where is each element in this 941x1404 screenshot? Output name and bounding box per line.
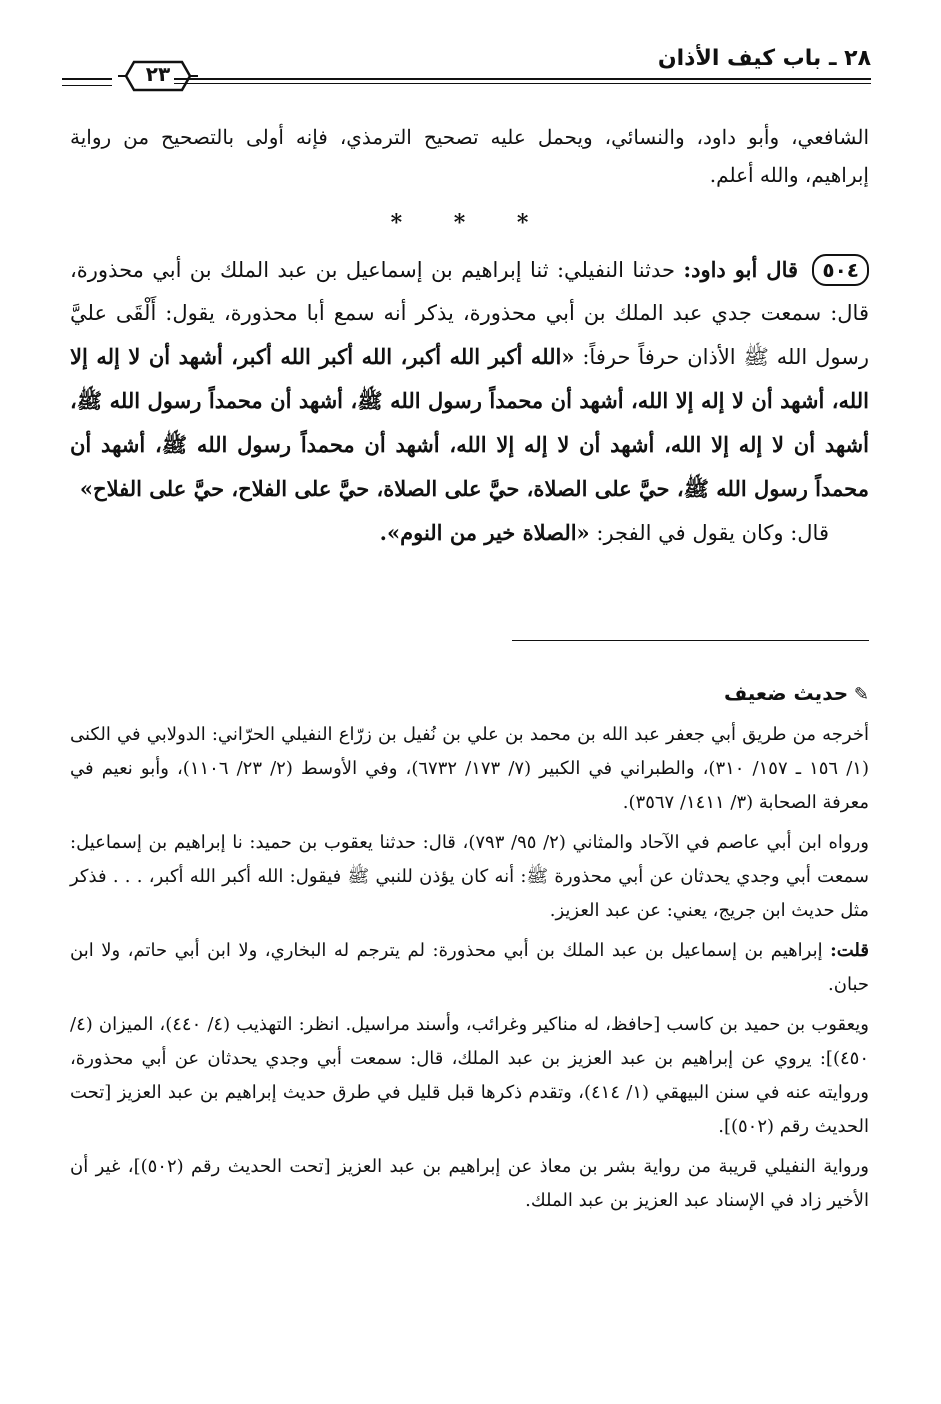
hadith-isnad: حدثنا النفيلي: ثنا إبراهيم بن إسماعيل بن عبد الملك بن أبي محذورة، قال: سمعت جدي عبد الملك بن أبي محذورة، يذكر أنه سمع أبا محذورة، يقول: أَلْقَى عليَّ رسول الله ﷺ الأذان حرفاً حرفاً: (70, 258, 869, 369)
hadith-speaker: قال أبو داود: (683, 257, 799, 282)
running-title: ٢٨ ـ باب كيف الأذان (657, 46, 871, 71)
book-icon: ✎ (853, 684, 869, 705)
commentary-paragraph-3 (70, 934, 869, 1002)
commentary-block (70, 676, 869, 1224)
page-header (62, 44, 871, 102)
commentary-paragraph-4: ويعقوب بن حميد بن كاسب [حافظ، له مناكير وغرائب، وأسند مراسيل. انظر: التهذيب (٤/ ٤٤٠)، الميزان (٤/ ٤٥٠)]: يروي عن إبراهيم بن عبد العزيز بن عبد الملك، قال: سمعت أبي وجدي يحدثان عن أبي محذورة، وروايته عنه في سنن البيهقي (١/ ٤١٤)، وتقدم ذكرها قبل قليل في طرق حديث إبراهيم بن عبد العزيز [تحت الحديث رقم (٥٠٢)]. (70, 1014, 869, 1137)
commentary-paragraph-5: ورواية النفيلي قريبة من رواية بشر بن معاذ عن إبراهيم بن عبد العزيز [تحت الحديث رقم (٥٠٢)]، غير أن الأخير زاد في الإسناد عبد العزيز بن عبد الملك. (70, 1156, 870, 1211)
hadith-fajr (70, 511, 869, 555)
footnote-divider (512, 640, 869, 641)
hadith-paragraph (70, 248, 869, 511)
grade-line (70, 676, 869, 712)
hadith-matn: «الله أكبر الله أكبر، الله أكبر الله أكبر، أشهد أن لا إله إلا الله، أشهد أن لا إله إلا الله، أشهد أن محمداً رسول الله ﷺ، أشهد أن محمداً رسول الله ﷺ، أشهد أن لا إله إلا الله، أشهد أن لا إله إلا الله، أشهد أن محمداً رسول الله ﷺ، أشهد أن محمداً رسول الله ﷺ، حيَّ على الصلاة، حيَّ على الصلاة، حيَّ على الفلاح، حيَّ على الفلاح» (70, 344, 869, 501)
hadith-block (70, 248, 869, 555)
hadith-grade: حديث ضعيف (723, 681, 849, 705)
hadith-fajr-text: «الصلاة خير من النوم». (379, 520, 590, 545)
intro-block (70, 118, 869, 194)
qult-text: إبراهيم بن إسماعيل بن عبد الملك بن أبي محذورة: لم يترجم له البخاري، ولا ابن أبي حاتم، ولا ابن حبان. (70, 940, 869, 995)
page-number: ٢٣ (145, 62, 171, 86)
commentary-paragraph-2: ورواه ابن أبي عاصم في الآحاد والمثاني (٢/ ٩٥/ ٧٩٣)، قال: حدثنا يعقوب بن حميد: نا إبراهيم بن إسماعيل: سمعت أبي وجدي يحدثان عن أبي محذورة ﷺ: أنه كان يؤذن للنبي ﷺ فيقول: الله أكبر الله أكبر، . . . فذكر مثل حديث ابن جريج، يعني: عن عبد العزيز. (70, 832, 869, 921)
header-rule-left (62, 78, 112, 86)
header-rule (174, 78, 871, 80)
hadith-number: ٥٠٤ (812, 254, 869, 286)
header-rule-thin (174, 83, 871, 84)
page-number-badge (116, 58, 200, 94)
commentary-paragraph-1: أخرجه من طريق أبي جعفر عبد الله بن محمد بن علي بن نُفيل بن زرّاع النفيلي الحرّاني: الدولابي في الكنى (١/ ١٥٦ ـ ١٥٧/ ٣١٠)، والطبراني في الكبير (٧/ ١٧٣/ ٦٧٣٢)، وفي الأوسط (٢/ ٢٣/ ١١٠٦)، وأبو نعيم في معرفة الصحابة (٣/ ١٤١١/ ٣٥٦٧). (70, 724, 869, 813)
intro-paragraph: الشافعي، وأبو داود، والنسائي، ويحمل عليه تصحيح الترمذي، فإنه أولى بالتصحيح من رواية إبراهيم، والله أعلم. (70, 125, 869, 187)
section-separator: * * * (390, 210, 551, 236)
qult-label: قلت: (830, 940, 869, 961)
hadith-fajr-intro: قال: وكان يقول في الفجر: (596, 521, 829, 545)
